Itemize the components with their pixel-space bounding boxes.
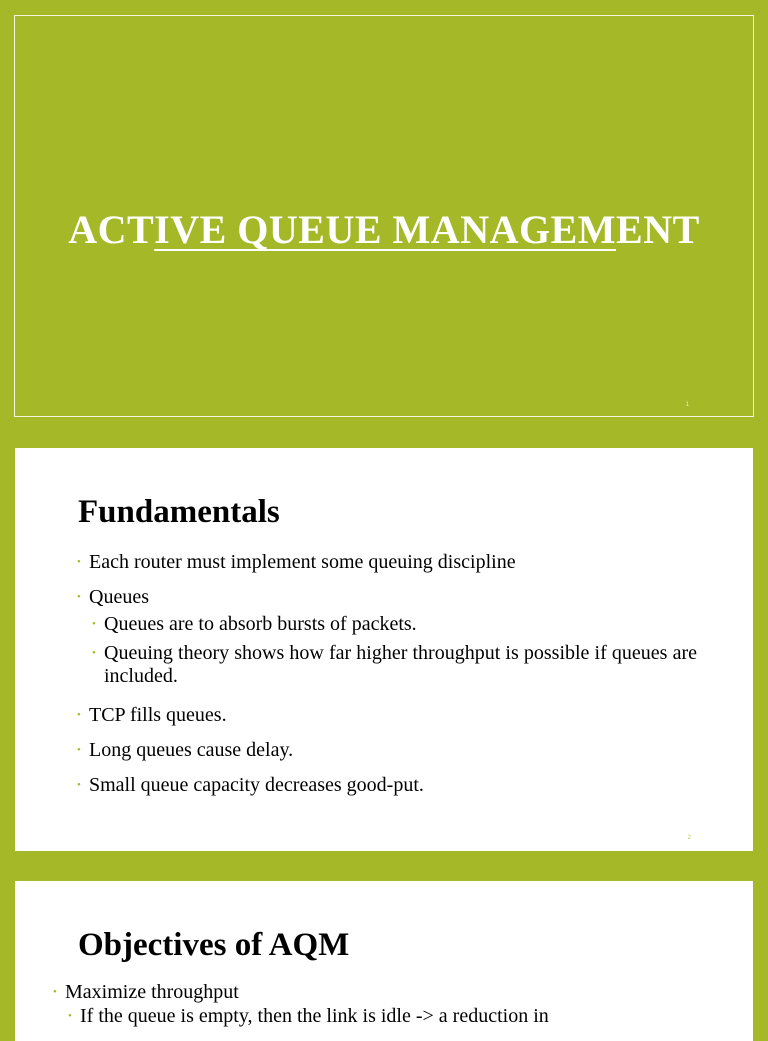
fundamentals-slide [15,448,753,851]
bullet-item: • Small queue capacity decreases good-put. [77,774,697,797]
slide-title [15,206,753,253]
title-part-2: IVE QUEUE MANAGEM [154,207,617,252]
slide-number: 2 [687,835,691,841]
objectives-slide [15,881,753,1041]
sub-bullet-item: • If the queue is empty, then the link is idle -> a reduction in [68,1005,699,1028]
bullet-item: • TCP fills queues. [77,704,697,727]
sub-bullet-item: • Queuing theory shows how far higher throughput is possible if queues are included. [92,642,697,688]
bullet-list [53,981,699,1028]
bullet-item: • Maximize throughput [53,981,699,1004]
slide-heading: Objectives of AQM [78,927,350,963]
slide-heading: Fundamentals [78,494,280,530]
slide-number: 1 [685,402,689,408]
bullet-item: • Queues [77,586,697,609]
sub-bullet-item: • Queues are to absorb bursts of packets. [92,613,697,636]
bullet-list [77,551,697,797]
title-part-3: ENT [616,207,700,252]
title-slide [14,15,754,417]
bullet-item: • Long queues cause delay. [77,739,697,762]
title-part-1: ACT [68,207,155,252]
bullet-item: • Each router must implement some queuing discipline [77,551,697,574]
